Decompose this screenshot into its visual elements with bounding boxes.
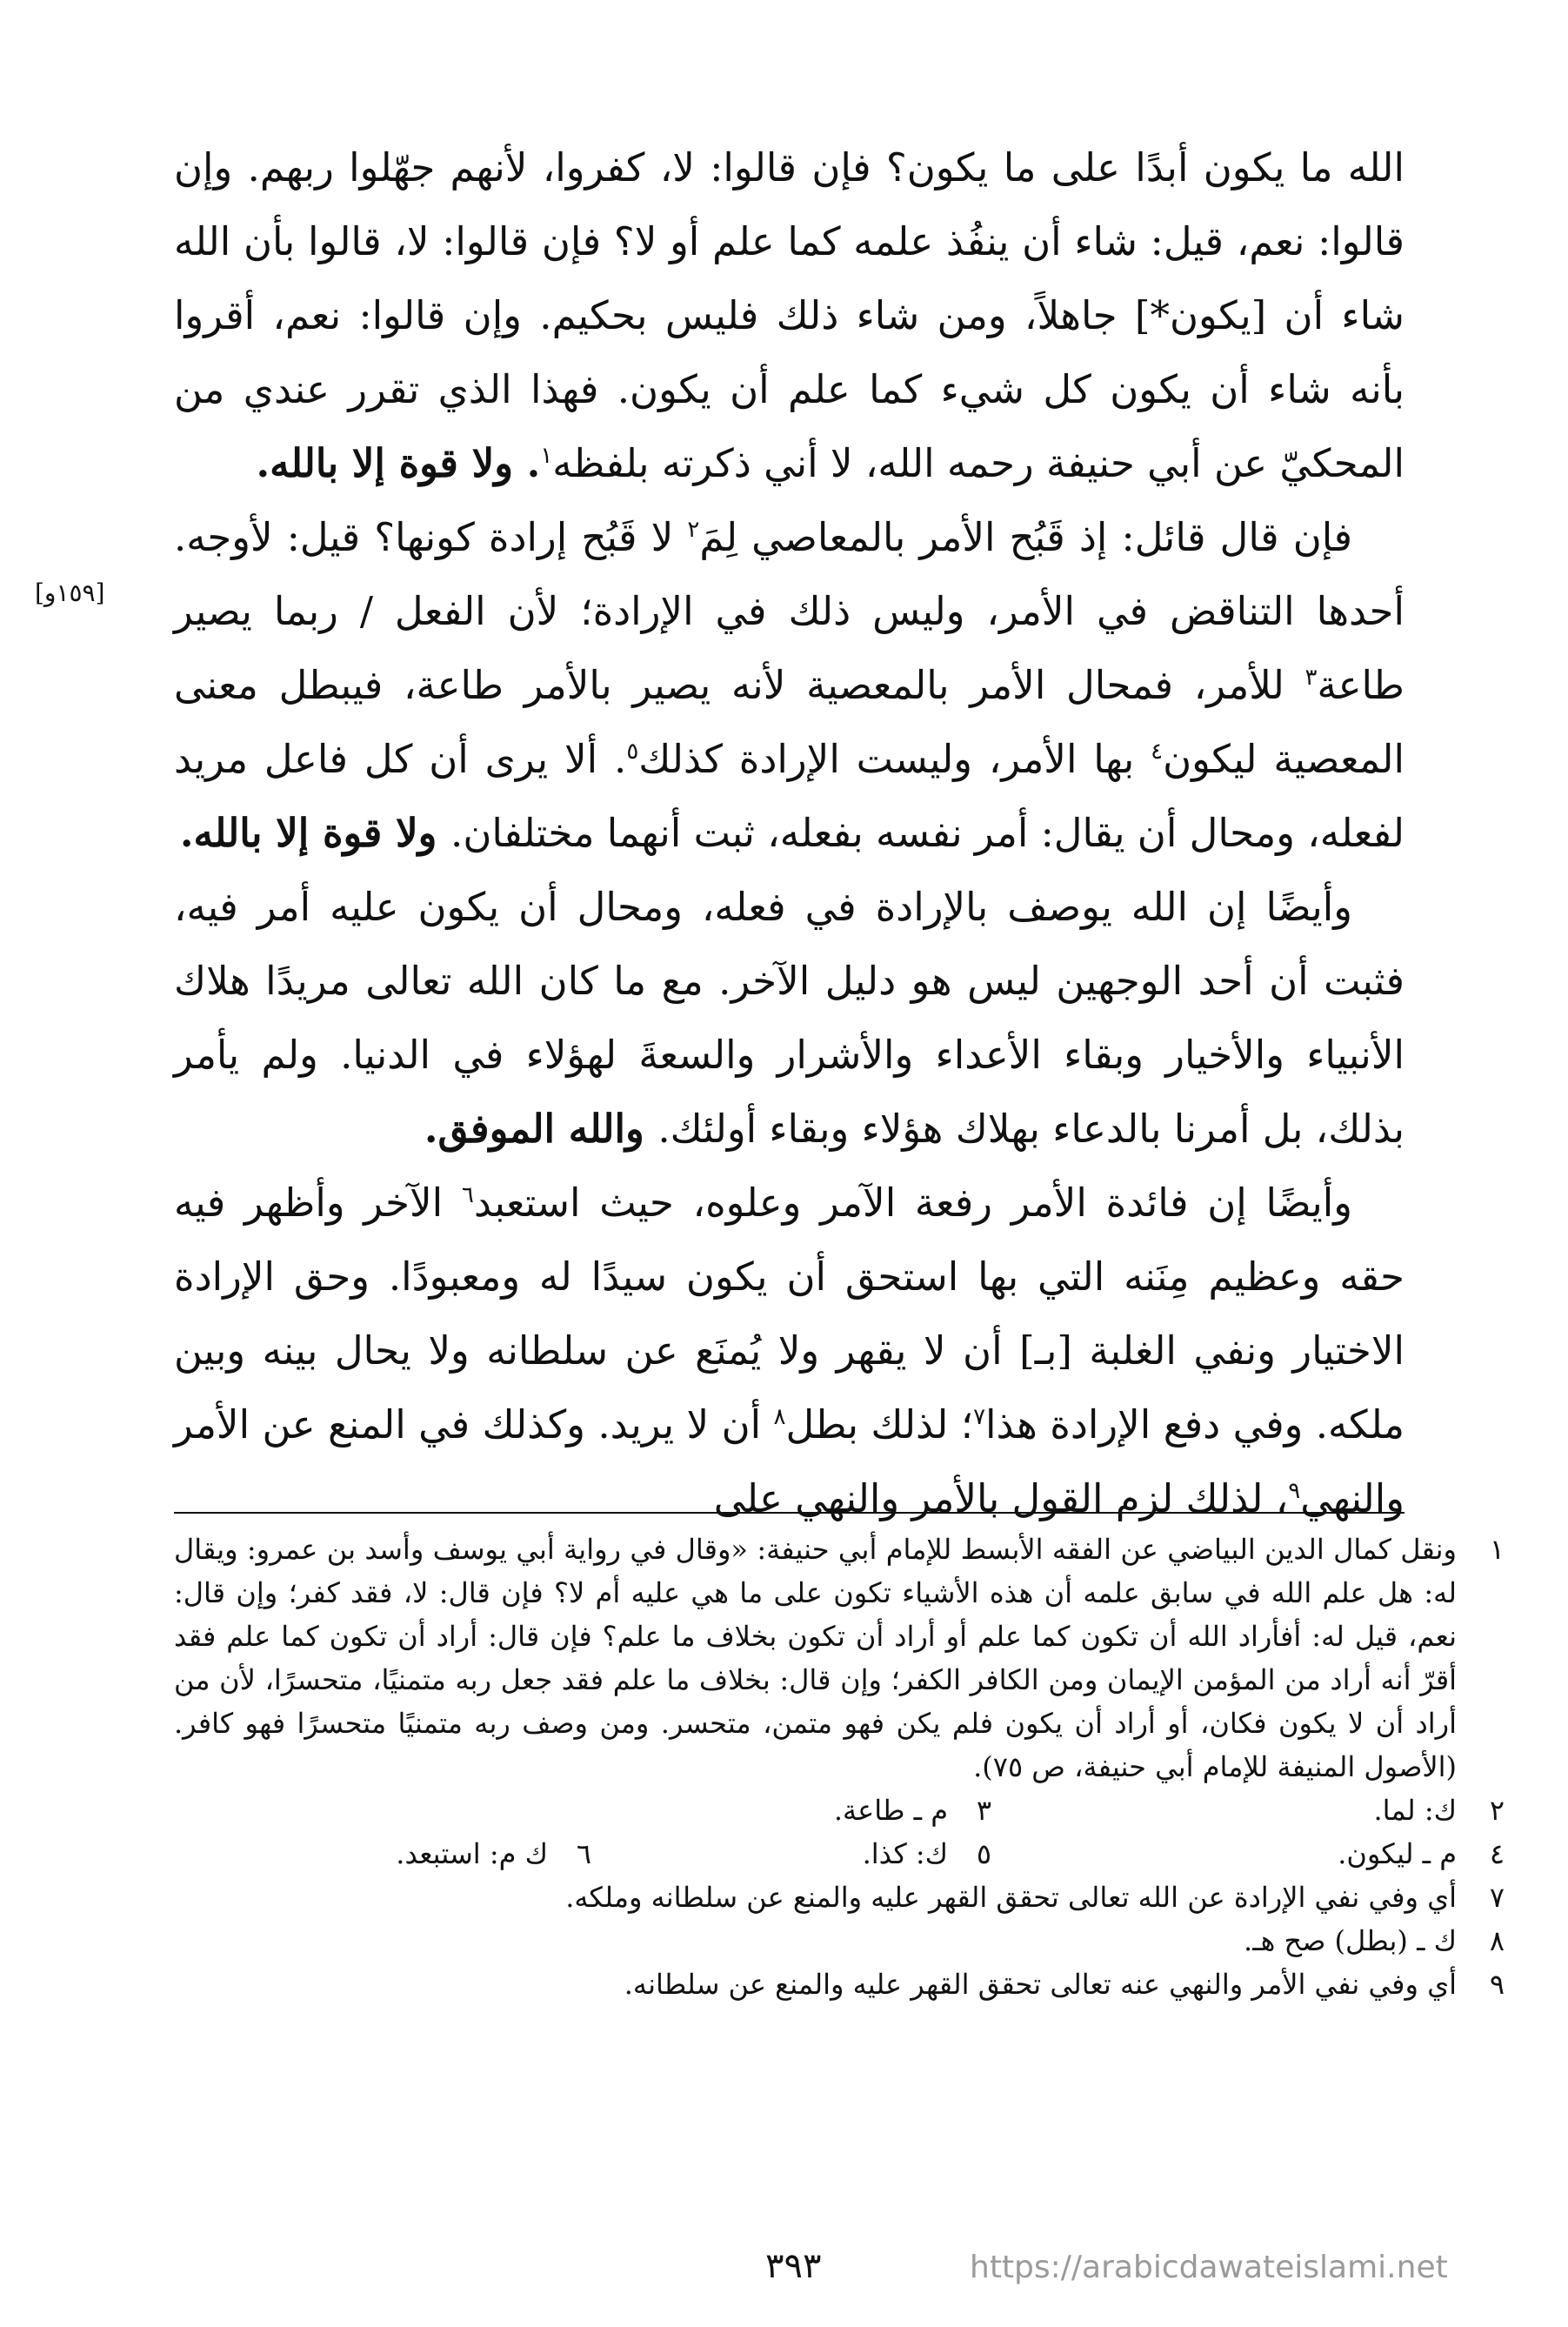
paragraph-3-text: وأيضًا إن الله يوصف بالإرادة في فعله، ومحال أن يكون عليه أمر فيه، فثبت أن أحد الوجهين ليس هو دليل الآخر. مع ما كان الله تعالى مريدًا هلاك الأنبياء والأخيار وبقاء الأعداء والأشرار والسعةَ لهؤلاء في الدنيا. ولم يأمر بذلك، بل أمرنا بالدعاء بهلاك هؤلاء وبقاء أولئك. <box>174 884 1405 1152</box>
footnote-ref-8: ٨ <box>773 1404 786 1430</box>
folio-margin-note: [١٥٩و] <box>35 578 105 607</box>
footnote-text: م ـ ليكون. <box>1338 1837 1457 1870</box>
paragraph-4 <box>174 1166 1405 1535</box>
footnote-7 <box>174 1876 1505 1919</box>
footnote-8 <box>174 1919 1505 1963</box>
footnote-text: ك م: استبعد. <box>396 1837 548 1870</box>
paragraph-2-text-b: لا قَبُح إرادة كونها؟ قيل: لأوجه. أحدها التناقض في الأمر، وليس ذلك في الإرادة؛ لأن الفعل / ربما يصير طاعة <box>174 514 1405 708</box>
footnote-ref-6: ٦ <box>461 1182 474 1208</box>
footnote-number: ٥ <box>976 1837 991 1870</box>
paragraph-4-text-d: أن لا يريد. وكذلك في المنع عن الأمر والنهي <box>174 1401 1405 1521</box>
paragraph-4-text-c: ؛ لذلك بطل <box>785 1401 974 1448</box>
footnote-ref-4: ٤ <box>1151 739 1164 765</box>
paragraph-2-text-a: فإن قال قائل: إذ قَبُح الأمر بالمعاصي لِمَ <box>699 514 1352 560</box>
footnote-text: ونقل كمال الدين البياضي عن الفقه الأبسط للإمام أبي حنيفة: «وقال في رواية أبي يوسف وأسد بن عمرو: ويقال له: هل علم الله في سابق علمه أن هذه الأشياء تكون على ما هي عليه أم لا؟ فإن قال: لا، فقد كفر؛ وإن قال: نعم، قيل له: أفأراد الله أن تكون كما علم أو أراد أن تكون بخلاف ما علم؟ فإن قال: أراد أن تكون كما علم فقد أقرّ أنه أراد من المؤمن الإيمان ومن الكافر الكفر؛ وإن قال: بخلاف ما علم فقد جعل ربه متمنيًا، متحسرًا، لأن من أراد أن لا يكون فكان، أو أراد أن يكون فلم يكن فهو متمن، متحسر. ومن وصف ربه متمنيًا متحسرًا فهو كافر. (الأصول المنيفة للإمام أبي حنيفة، ص ٧٥). <box>174 1533 1458 1783</box>
footnote-text: أي وفي نفي الأمر والنهي عنه تعالى تحقق القهر عليه والمنع عن سلطانه. <box>624 1968 1457 2001</box>
footnote-1 <box>174 1528 1505 1789</box>
watermark-url: https://arabicdawateislami.net <box>970 2250 1448 2285</box>
footnote-number: ٣ <box>976 1794 991 1827</box>
footnote-divider <box>174 1512 1405 1514</box>
footnote-text: ك: كذا. <box>862 1837 948 1870</box>
footnote-number: ٧ <box>1489 1881 1505 1914</box>
footnote-ref-3: ٣ <box>1304 665 1318 691</box>
paragraph-4-text-a: وأيضًا إن فائدة الأمر رفعة الآمر وعلوه، حيث استعبد <box>473 1180 1352 1226</box>
paragraph-2-text-e: . ألا يرى أن كل فاعل مريد لفعله، ومحال أن يقال: أمر نفسه بفعله، ثبت أنهما مختلفان. <box>174 736 1405 856</box>
footnote-ref-1: ١ <box>540 443 553 469</box>
paragraph-3 <box>174 870 1405 1166</box>
footnote-row-2-3 <box>174 1789 1505 1832</box>
paragraph-1 <box>174 130 1405 500</box>
paragraph-4-text-e: ، لذلك لزم القول بالأمر والنهي على <box>713 1475 1289 1521</box>
footnote-text: أي وفي نفي الإرادة عن الله تعالى تحقق القهر عليه والمنع عن سلطانه وملكه. <box>565 1881 1457 1914</box>
footnote-number: ٨ <box>1489 1924 1505 1957</box>
footnote-ref-9: ٩ <box>1288 1478 1301 1504</box>
footnote-number: ٢ <box>1489 1794 1505 1827</box>
page-number: ٣٩٣ <box>765 2246 822 2286</box>
footnote-text: ك: لما. <box>1373 1794 1457 1827</box>
footnote-9 <box>174 1963 1505 2006</box>
main-text <box>174 130 1405 1535</box>
paragraph-1-closing: . ولا قوة إلا بالله. <box>256 440 541 486</box>
paragraph-2-text-d: بها الأمر، وليست الإرادة كذلك <box>638 736 1151 782</box>
footnote-number: ٤ <box>1489 1837 1505 1870</box>
footnotes <box>174 1528 1505 2006</box>
paragraph-2-closing: ولا قوة إلا بالله. <box>179 810 451 856</box>
footnote-text: م ـ طاعة. <box>833 1794 948 1827</box>
paragraph-4-text-b: الآخر وأظهر فيه حقه وعظيم مِنَنه التي بها استحق أن يكون سيدًا له ومعبودًا. وحق الإرادة الاختيار ونفي الغلبة [بـ] أن لا يقهر ولا يُمنَع عن سلطانه ولا يحال بينه وبين ملكه. وفي دفع الإرادة هذا <box>174 1180 1405 1448</box>
footnote-number: ٩ <box>1489 1968 1505 2001</box>
footnote-ref-2: ٢ <box>687 517 700 543</box>
paragraph-2-text-c: للأمر، فمحال الأمر بالمعصية لأنه يصير بالأمر طاعة، فيبطل معنى المعصية ليكون <box>174 662 1405 782</box>
paragraph-2 <box>174 500 1405 870</box>
footnote-number: ١ <box>1489 1533 1505 1566</box>
paragraph-1-text: الله ما يكون أبدًا على ما يكون؟ فإن قالوا: لا، كفروا، لأنهم جهّلوا ربهم. وإن قالوا: نعم، قيل: شاء أن ينفُذ علمه كما علم أو لا؟ فإن قالوا: لا، قالوا بأن الله شاء أن [يكون*] جاهلاً، ومن شاء ذلك فليس بحكيم. وإن قالوا: نعم، أقروا بأنه شاء أن يكون كل شيء كما علم أن يكون. فهذا الذي تقرر عندي من المحكيّ عن أبي حنيفة رحمه الله، لا أني ذكرته بلفظه <box>174 144 1405 486</box>
footnote-row-4-6 <box>174 1832 1505 1876</box>
paragraph-3-closing: والله الموفق. <box>424 1106 658 1152</box>
footnote-ref-7: ٧ <box>973 1404 986 1430</box>
footnote-text: ك ـ (بطل) صح هـ. <box>1243 1924 1457 1957</box>
footnote-number: ٦ <box>576 1837 591 1870</box>
footnote-ref-5: ٥ <box>626 739 639 765</box>
